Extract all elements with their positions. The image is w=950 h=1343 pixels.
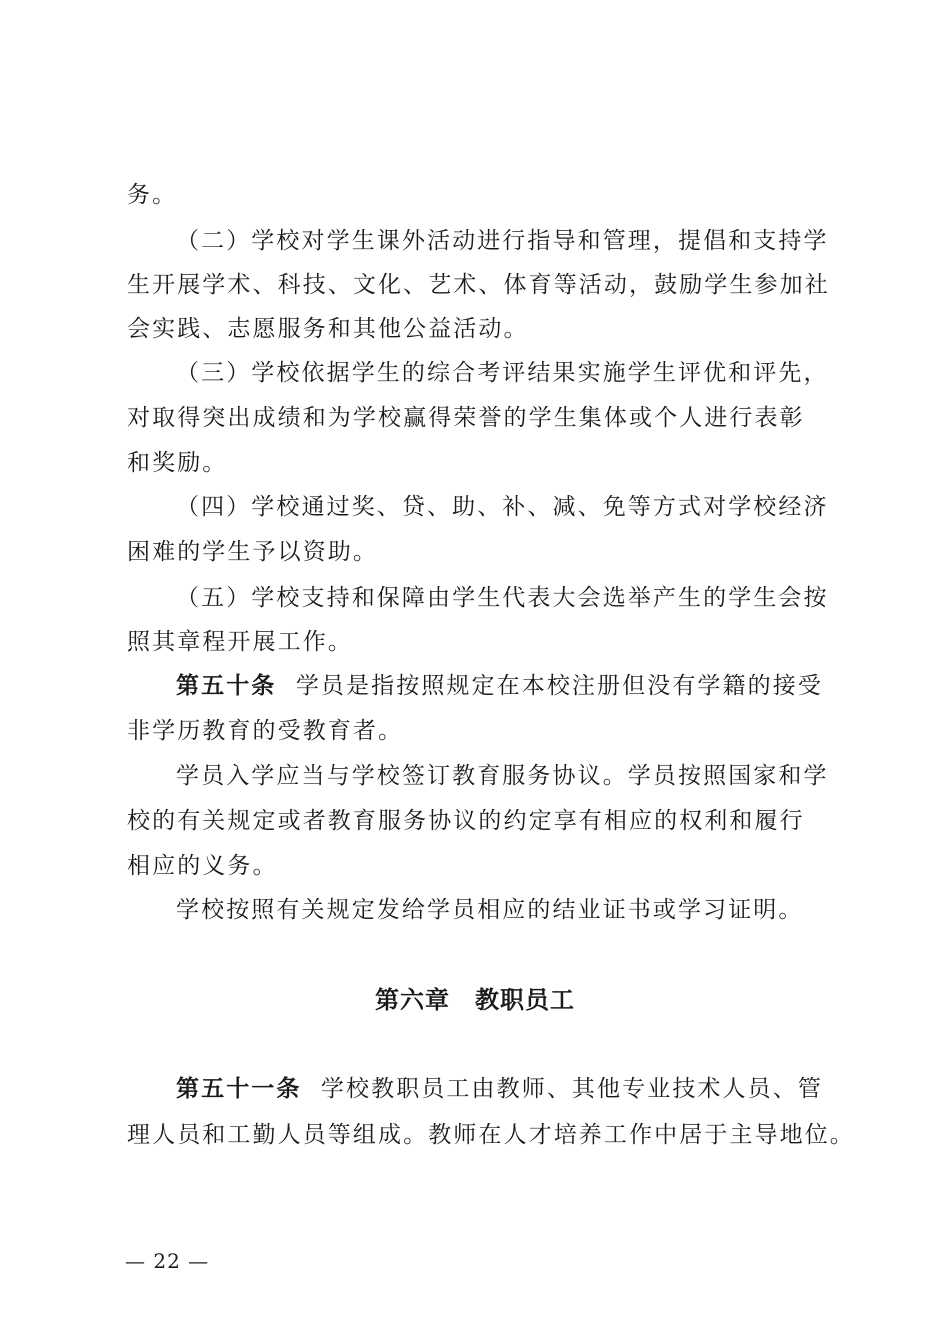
text-line: 和奖励。 — [127, 450, 228, 476]
article-text: 学员是指按照规定在本校注册但没有学籍的接受 — [295, 673, 823, 699]
chapter-heading: 第六章 教职员工 — [375, 985, 575, 1014]
article-50-line — [176, 671, 837, 701]
text-line: （三）学校依据学生的综合考评结果实施学生评优和评先， — [176, 360, 829, 386]
text-line: （二）学校对学生课外活动进行指导和管理，提倡和支持学 — [176, 228, 829, 254]
page-number: — 22 — — [125, 1249, 210, 1273]
text-line: （五）学校支持和保障由学生代表大会选举产生的学生会按 — [176, 585, 829, 611]
article-label: 第五十一条 — [176, 1075, 302, 1102]
text-line: 对取得突出成绩和为学校赢得荣誉的学生集体或个人进行表彰 — [127, 405, 805, 431]
text-line: 照其章程开展工作。 — [127, 629, 353, 655]
text-line: 理人员和工勤人员等组成。教师在人才培养工作中居于主导地位。 — [127, 1122, 855, 1148]
text-line: 校的有关规定或者教育服务协议的约定享有相应的权利和履行 — [127, 808, 805, 834]
article-51-line — [176, 1074, 837, 1104]
text-line: 非学历教育的受教育者。 — [127, 718, 404, 744]
text-line: 会实践、志愿服务和其他公益活动。 — [127, 316, 529, 342]
text-line: 生开展学术、科技、文化、艺术、体育等活动，鼓励学生参加社 — [127, 272, 830, 298]
article-label: 第五十条 — [176, 672, 277, 699]
text-line: 困难的学生予以资助。 — [127, 539, 378, 565]
text-line: 学校按照有关规定发给学员相应的结业证书或学习证明。 — [176, 897, 804, 923]
text-line: 学员入学应当与学校签订教育服务协议。学员按照国家和学 — [176, 763, 829, 789]
text-line: 务。 — [127, 182, 178, 208]
article-text: 学校教职员工由教师、其他专业技术人员、管 — [320, 1076, 823, 1102]
text-line: 相应的义务。 — [127, 853, 278, 879]
text-line: （四）学校通过奖、贷、助、补、减、免等方式对学校经济 — [176, 494, 829, 520]
